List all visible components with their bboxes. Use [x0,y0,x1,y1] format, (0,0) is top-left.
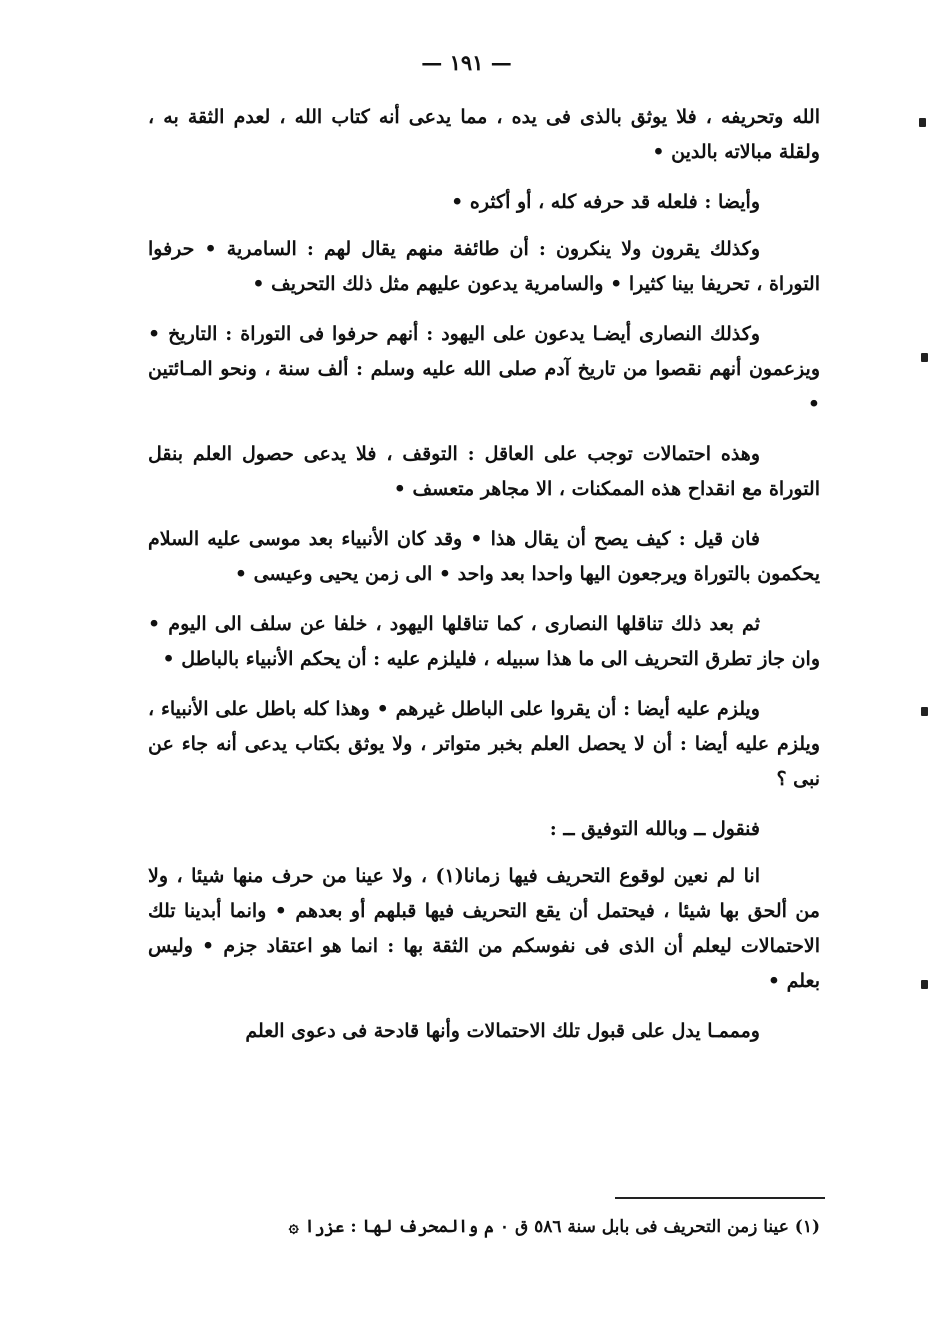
paragraph: وأيضا : فلعله قد حرفه كله ، أو أكثره • [451,191,760,213]
margin-mark [921,980,928,989]
margin-mark [919,118,926,127]
paragraph: وكذلك النصارى أيضـا يدعون على اليهود : أنهم حرفوا فى التوراة : التاريخ • ويزعمون أنهم نقصوا من تاريخ آدم صلى الله عليه وسلم : ألف سنة ، ونحو المـائتين • [148,323,820,415]
footnote: (١) عينا زمن التحريف فى بابل سنة ٥٨٦ ق ٠ م والمحرف لها : عزرا ۞ [288,1217,820,1237]
footnote-divider [615,1197,825,1199]
main-text [148,100,820,1064]
page-number: — ١٩١ — [421,50,512,75]
paragraph: فان قيل : كيف يصح أن يقال هذا • وقد كان الأنبياء بعد موسى عليه السلام يحكمون بالتوراة ويرجعون اليها واحدا بعد واحد • الى زمن يحيى وعيسى • [148,528,820,585]
margin-mark [921,707,928,716]
paragraph: انا لم نعين لوقوع التحريف فيها زمانا(١) ، ولا عينا من حرف منها شيئا ، ولا من ألحق بها شيئا ، فيحتمل أن يقع التحريف فيها قبلهم أو بعدهم • وانما أبدينا تلك الاحتمالات ليعلم أن الذى فى نفوسكم من الثقة بها : انما هو اعتقاد جزم • وليس بعلم • [148,865,820,992]
paragraph: وهذه احتمالات توجب على العاقل : التوقف ، فلا يدعى حصول العلم بنقل التوراة مع انقداح هذه الممكنات ، الا مجاهر متعسف • [148,443,820,500]
paragraph: وكذلك يقرون ولا ينكرون : أن طائفة منهم يقال لهم : السامرية • حرفوا التوراة ، تحريفا بينا كثيرا • والسامرية يدعون عليهم مثل ذلك التحريف • [148,238,820,295]
paragraph: ومممـا يدل على قبول تلك الاحتمالات وأنها قادحة فى دعوى العلم [245,1020,760,1042]
paragraph: ثم بعد ذلك تناقلها النصارى ، كما تناقلها اليهود ، خلفا عن سلف الى اليوم • وان جاز تطرق التحريف الى ما هذا سبيله ، فليلزم عليه : أن يحكم الأنبياء بالباطل • [148,613,820,670]
paragraph: ويلزم عليه أيضا : أن يقروا على الباطل غيرهم • وهذا كله باطل على الأنبياء ، ويلزم عليه أيضا : أن لا يحصل العلم بخبر متواتر ، ولا يوثق بكتاب يدعى أنه جاء عن نبى ؟ [148,698,820,790]
paragraph: الله وتحريفه ، فلا يوثق بالذى فى يده ، مما يدعى أنه كتاب الله ، لعدم الثقة به ، ولقلة مبالاته بالدين • [148,106,820,163]
margin-mark [921,353,928,362]
paragraph: فنقول ــ وبالله التوفيق ــ : [549,818,760,840]
